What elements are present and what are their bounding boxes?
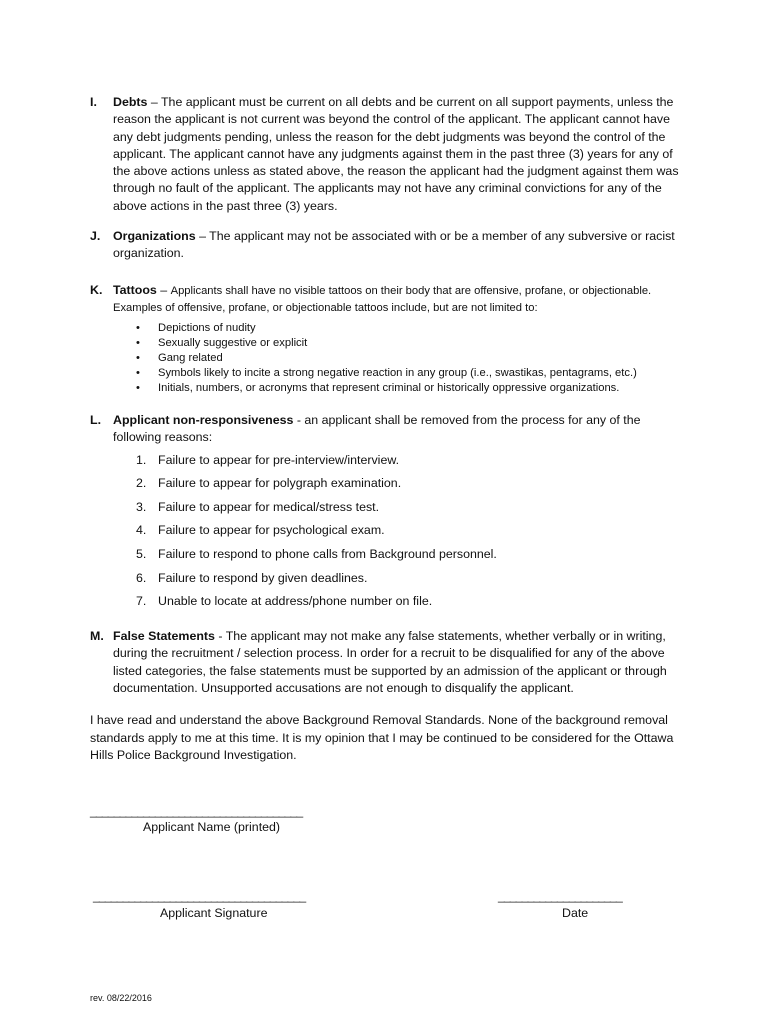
section-body bbox=[113, 628, 690, 697]
applicant-name-label: Applicant Name (printed) bbox=[143, 820, 281, 834]
tattoo-examples-list bbox=[113, 321, 690, 397]
list-item-text: Symbols likely to incite a strong negative reaction in any group (i.e., swastikas, pentagrams, etc.) bbox=[158, 367, 637, 380]
list-item-text: Failure to appear for polygraph examination. bbox=[158, 476, 402, 491]
list-item-text: Initials, numbers, or acronyms that represent criminal or historically oppressive organizations. bbox=[158, 382, 620, 395]
list-item-text: Sexually suggestive or explicit bbox=[158, 336, 308, 349]
section-dash: – bbox=[156, 283, 171, 297]
list-item bbox=[113, 321, 690, 336]
list-item-text: Gang related bbox=[158, 352, 223, 364]
list-item: 3. Failure to appear for medical/stress test. bbox=[136, 499, 380, 514]
bullet-icon: • bbox=[136, 321, 140, 334]
section-text: - an applicant shall be removed from the process for any of the following reasons: bbox=[113, 413, 641, 445]
list-item bbox=[113, 336, 690, 351]
section-heading: Tattoos bbox=[113, 283, 157, 297]
list-item-text: Depictions of nudity bbox=[158, 321, 256, 334]
acknowledgement-statement: I have read and understand the above Background Removal Standards. None of the background removal standards apply to me at this time. It is my opinion that I may be continued to be considered for the Ottawa Hills Police Background Investigation. bbox=[90, 713, 674, 763]
section-text: Applicants shall have no visible tattoos on their body that are offensive, profane, or objectionable. Examples of offensive, profane, or objectionable tattoos include, but are not limited to: bbox=[113, 285, 652, 315]
section-body bbox=[113, 228, 690, 263]
bullet-icon: • bbox=[136, 367, 140, 380]
section-letter: J. bbox=[90, 229, 101, 243]
section-body bbox=[113, 94, 690, 215]
section-tattoos bbox=[90, 282, 690, 397]
list-item-text: Unable to locate at address/phone number on file. bbox=[158, 594, 433, 609]
applicant-name-line[interactable]: ____________________________________ bbox=[90, 804, 303, 818]
removal-reasons-list bbox=[113, 452, 690, 617]
bullet-icon: • bbox=[136, 352, 140, 364]
list-item: 6. Failure to respond by given deadlines. bbox=[136, 570, 368, 585]
list-item: 4. Failure to appear for psychological exam. bbox=[136, 523, 385, 538]
section-letter: L. bbox=[90, 413, 102, 427]
section-letter: K. bbox=[90, 283, 103, 297]
section-heading: False Statements bbox=[113, 629, 215, 643]
list-item bbox=[113, 381, 690, 396]
section-false-statements bbox=[90, 628, 690, 697]
section-organizations bbox=[90, 228, 690, 263]
section-non-responsiveness bbox=[90, 412, 690, 617]
section-heading: Organizations bbox=[113, 229, 196, 243]
revision-date: rev. 08/22/2016 bbox=[90, 993, 152, 1003]
applicant-signature-line[interactable]: ____________________________________ bbox=[93, 889, 306, 903]
list-item-text: Failure to appear for psychological exam. bbox=[158, 523, 385, 538]
section-debts bbox=[90, 94, 690, 215]
bullet-icon: • bbox=[136, 336, 140, 349]
list-item-text: Failure to appear for medical/stress test. bbox=[158, 499, 380, 514]
section-heading: Debts bbox=[113, 95, 148, 109]
section-letter: M. bbox=[90, 629, 104, 643]
bullet-icon: • bbox=[136, 382, 140, 395]
section-letter: I. bbox=[90, 95, 97, 109]
list-item bbox=[113, 351, 690, 366]
section-heading: Applicant non-responsiveness bbox=[113, 413, 294, 427]
section-body bbox=[113, 282, 690, 317]
list-item bbox=[113, 366, 690, 381]
applicant-signature-label: Applicant Signature bbox=[160, 906, 268, 920]
section-text: – The applicant must be current on all debts and be current on all support payments, unless the reason the applicant is not current was beyond the control of the applicant. The applicant cannot have any debt judgments pending, unless the reason for the debt judgments was beyond the control of the applicant. The applicant cannot have any judgments against them in the past three (3) years for any of the above actions unless as stated above, the reason the applicant had the judgment against them was through no fault of the applicant. The applicants may not have any criminal convictions for any of the above actions in the past three (3) years. bbox=[113, 95, 679, 213]
section-text: – The applicant may not be associated with or be a member of any subversive or racist organization. bbox=[113, 229, 675, 261]
section-body bbox=[113, 412, 690, 447]
section-text: - The applicant may not make any false statements, whether verbally or in writing, during the recruitment / selection process. In order for a recruit to be disqualified for any of the above listed categories, the false statements must be supported by an admission of the applicant or through documentation. Unsupported accusations are not enough to disqualify the applicant. bbox=[113, 629, 667, 695]
date-label: Date bbox=[562, 906, 589, 920]
date-line[interactable]: _____________________ bbox=[498, 889, 622, 903]
list-item-text: Failure to respond by given deadlines. bbox=[158, 570, 368, 585]
list-item: 2. Failure to appear for polygraph examination. bbox=[136, 476, 402, 491]
list-item: 7. Unable to locate at address/phone number on file. bbox=[136, 594, 433, 609]
list-item-text: Failure to respond to phone calls from Background personnel. bbox=[158, 546, 497, 561]
list-item: 5. Failure to respond to phone calls from Background personnel. bbox=[136, 546, 497, 561]
list-item: 1. Failure to appear for pre-interview/interview. bbox=[136, 452, 400, 467]
list-item-text: Failure to appear for pre-interview/interview. bbox=[158, 452, 400, 467]
